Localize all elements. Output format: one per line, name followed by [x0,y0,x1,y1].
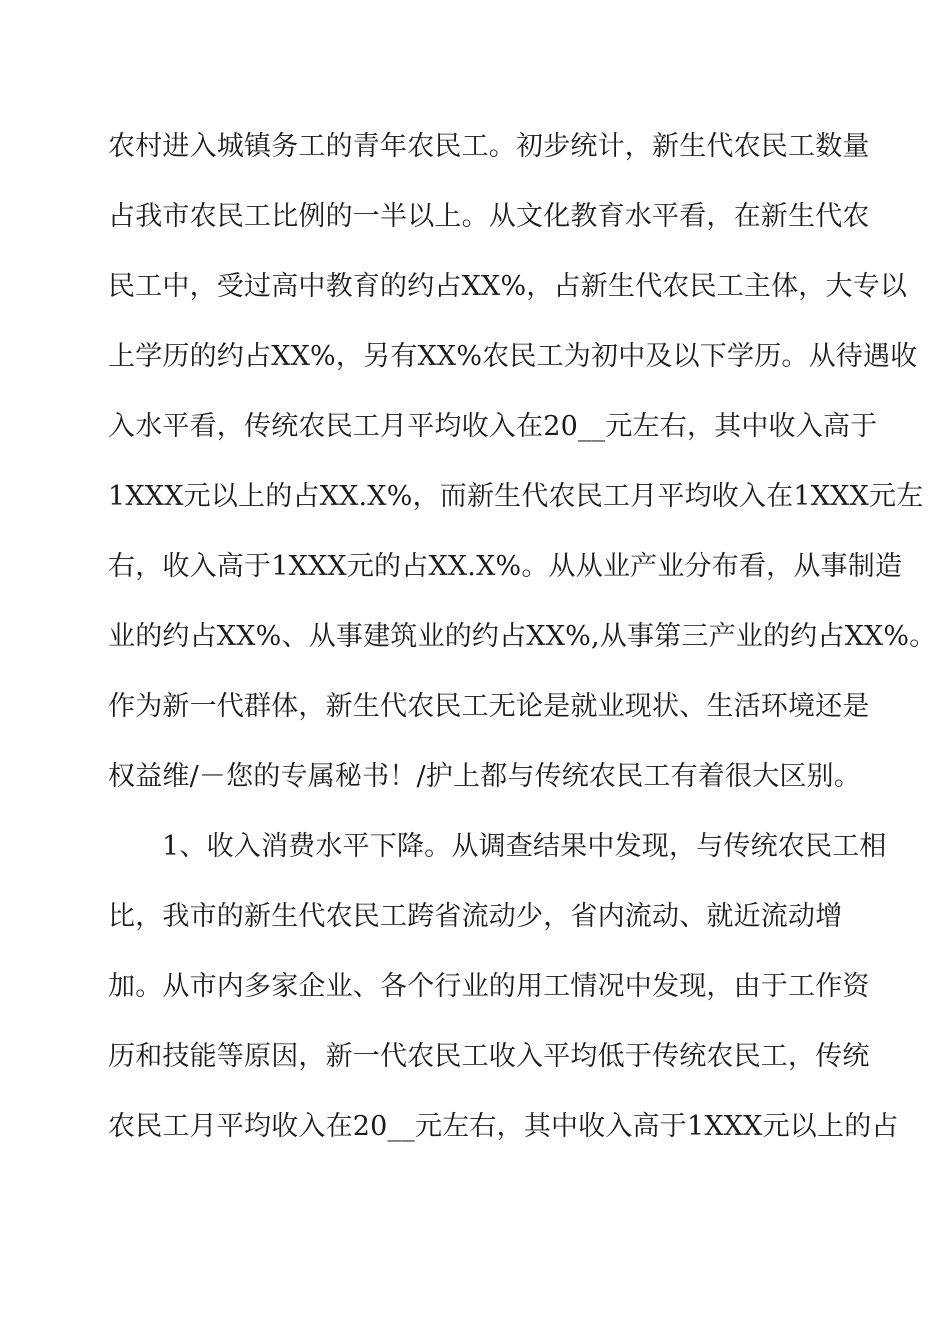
text-line: 历和技能等原因，新一代农民工收入平均低于传统农民工，传统 [108,1041,870,1072]
text-line: 1XXX元以上的占XX.X%，而新生代农民工月平均收入在1XXX元左 [108,481,924,512]
text-line: 作为新一代群体，新生代农民工无论是就业现状、生活环境还是 [108,691,870,722]
text-line: 加。从市内多家企业、各个行业的用工情况中发现，由于工作资 [108,971,870,1002]
text-line: 右，收入高于1XXX元的占XX.X%。从从业产业分布看，从事制造 [108,551,903,582]
text-line: 农民工月平均收入在20__元左右，其中收入高于1XXX元以上的占 [108,1111,899,1142]
text-line: 农村进入城镇务工的青年农民工。初步统计，新生代农民工数量 [108,131,870,162]
text-line: 上学历的约占XX%，另有XX%农民工为初中及以下学历。从待遇收 [108,341,918,372]
text-line: 入水平看，传统农民工月平均收入在20__元左右，其中收入高于 [108,411,878,442]
document-body [108,118,937,1168]
text-line: 比，我市的新生代农民工跨省流动少，省内流动、就近流动增 [108,901,843,932]
text-line: 权益维/－您的专属秘书！/护上都与传统农民工有着很大区别。 [108,761,861,792]
text-line: 民工中，受过高中教育的约占XX%，占新生代农民工主体，大专以 [108,271,908,302]
text-line: 业的约占XX%、从事建筑业的约占XX%,从事第三产业的约占XX%。 [108,621,937,652]
paragraph-heading-line: 1、收入消费水平下降。从调查结果中发现，与传统农民工相 [162,831,887,862]
text-line: 占我市农民工比例的一半以上。从文化教育水平看，在新生代农 [108,201,870,232]
